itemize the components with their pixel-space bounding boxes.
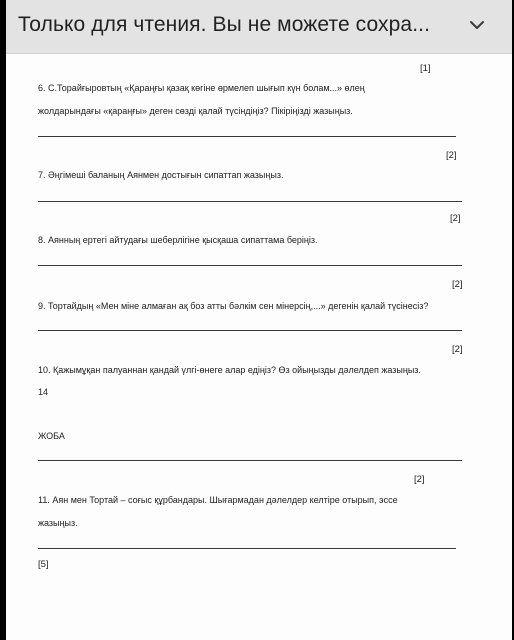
score-mark: [2] [446,150,457,161]
document-viewer [6,0,512,640]
question-11-text: 11. Аян мен Тортай – соғыс құрбандары. Шығармадан дәлелдер келтіре отырып, эссе [38,495,398,505]
score-mark: [1] [420,63,431,74]
question-9-text: 9. Тортайдың «Мен міне алмаған ақ боз атты бәлкім сен мінерсің,...» дегенін қалай түсінесіз? [38,301,429,311]
score-mark: [2] [414,474,425,485]
section-heading: ЖОБА [38,431,65,441]
answer-line-10[interactable] [38,447,462,461]
document-page [6,53,512,640]
question-10-text: 10. Қажымұқан палуаннан қандай үлгі-өнеге алар едіңіз? Өз ойыңызды дәлелдеп жазыңыз. [38,365,421,375]
expand-banner-button[interactable] [464,12,490,38]
question-11-text-cont: жазыңыз. [38,518,78,528]
answer-line-9[interactable] [38,317,462,331]
score-mark: [2] [452,279,463,290]
score-mark: [2] [450,213,461,224]
question-8-text: 8. Аянның ертегі айтудағы шеберлігіне қысқаша сипаттама беріңіз. [38,235,318,245]
answer-line-11[interactable] [38,535,456,549]
read-only-banner [6,0,512,54]
answer-line-7[interactable] [38,188,462,202]
chevron-down-icon [464,12,490,38]
question-7-text: 7. Әңгімеші баланың Аянмен достығын сипаттап жазыңыз. [38,170,284,180]
read-only-message: Только для чтения. Вы не можете сохра... [18,13,431,36]
score-mark: [5] [38,559,49,570]
question-6-text: 6. С.Торайғыровтың «Қараңғы қазақ көгіне өрмелеп шығып күн болам...» өлең [38,83,365,93]
question-6-text-cont: жолдарындағы «қараңғы» деген сөзді қалай түсіндіңіз? Пікіріңізді жазыңыз. [38,106,353,116]
score-mark: [2] [452,344,463,355]
answer-line-8[interactable] [38,252,462,266]
answer-line-6[interactable] [38,123,456,137]
page-number: 14 [38,387,49,397]
